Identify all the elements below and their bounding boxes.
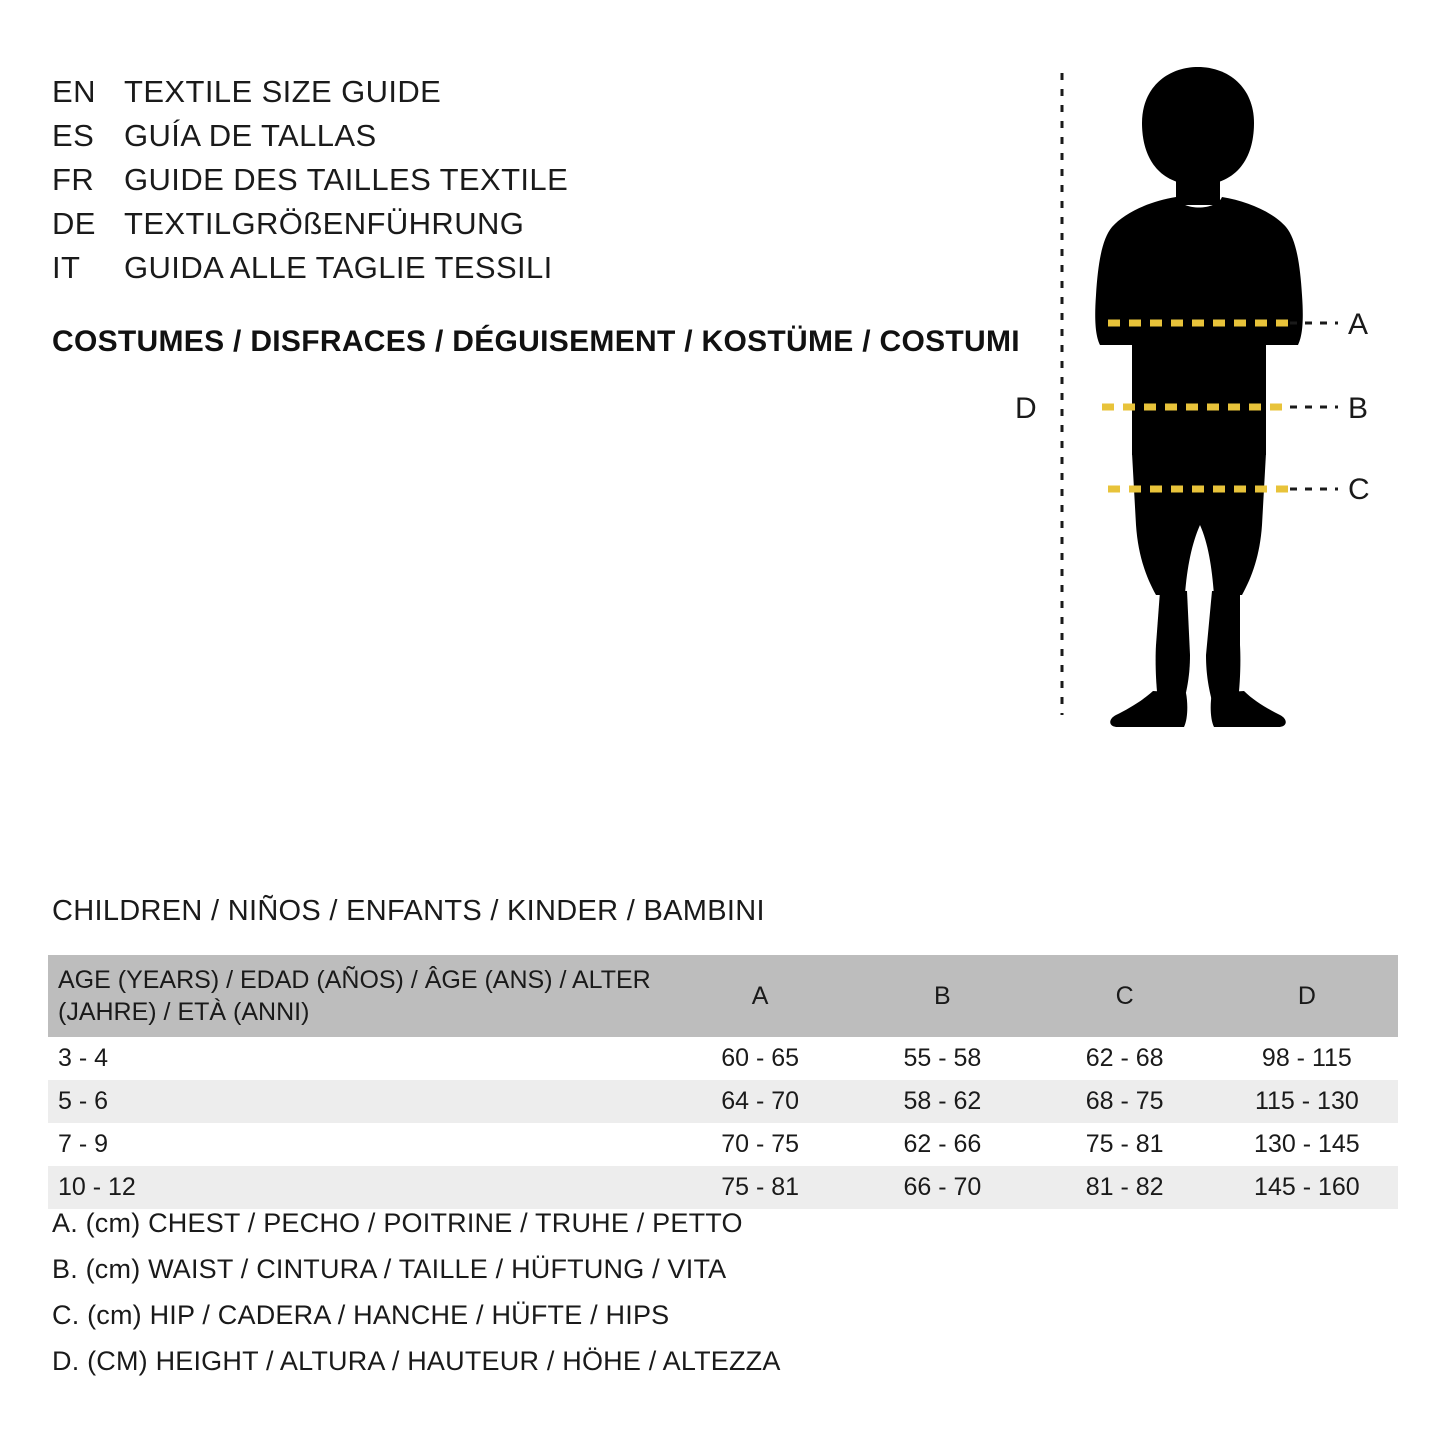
language-title: GUIDE DES TAILLES TEXTILE [124,162,569,197]
cell-a: 70 - 75 [721,1130,800,1158]
cell-b: 62 - 66 [903,1130,982,1158]
cell-c: 62 - 68 [1085,1044,1164,1072]
cell-a: 75 - 81 [721,1173,800,1201]
legend-item-a: A. (cm) CHEST / PECHO / POITRINE / TRUHE / PETTO [52,1208,743,1238]
category-line: COSTUMES / DISFRACES / DÉGUISEMENT / KOSTÜME / COSTUMI [52,325,1020,358]
cell-d: 98 - 115 [1261,1044,1352,1072]
legend-item-b: B. (cm) WAIST / CINTURA / TAILLE / HÜFTUNG / VITA [52,1254,727,1284]
language-code: EN [52,74,96,109]
table-header-row [48,955,1398,1037]
cell-b: 66 - 70 [903,1173,982,1201]
label-a: A [1348,307,1369,341]
cell-b: 55 - 58 [903,1044,982,1072]
language-code: DE [52,206,96,241]
language-list [52,70,952,290]
language-code: IT [52,250,81,285]
language-row [52,202,952,246]
silhouette-body [1095,67,1303,727]
language-row [52,246,952,290]
cell-b: 58 - 62 [903,1087,982,1115]
language-title: GUÍA DE TALLAS [124,118,377,153]
cell-age: 5 - 6 [58,1087,109,1115]
child-silhouette-icon [990,55,1410,735]
language-title: TEXTILGRÖßENFÜHRUNG [124,206,525,241]
cell-a: 60 - 65 [721,1044,800,1072]
language-code: FR [52,162,95,197]
label-d: D [1015,392,1037,425]
column-header-age: AGE (YEARS) / EDAD (AÑOS) / ÂGE (ANS) / ALTER (JAHRE) / ETÀ (ANNI) [48,955,669,1037]
measurement-legend [52,1200,781,1384]
column-header-d: D [1216,955,1398,1037]
cell-a: 64 - 70 [721,1087,800,1115]
cell-d: 115 - 130 [1254,1087,1359,1115]
column-header-a: A [669,955,851,1037]
column-header-c: C [1034,955,1216,1037]
language-row [52,114,952,158]
language-code: ES [52,118,95,153]
cell-c: 68 - 75 [1085,1087,1164,1115]
cell-age: 7 - 9 [58,1130,109,1158]
measurement-figure [990,55,1410,735]
table-row [48,1123,1398,1166]
table-row [48,1080,1398,1123]
table-row [48,1037,1398,1080]
language-title: GUIDA ALLE TAGLIE TESSILI [124,250,553,285]
column-header-b: B [851,955,1033,1037]
language-title: TEXTILE SIZE GUIDE [124,74,442,109]
cell-c: 81 - 82 [1085,1173,1164,1201]
cell-d: 145 - 160 [1254,1173,1360,1201]
legend-item-c: C. (cm) HIP / CADERA / HANCHE / HÜFTE / HIPS [52,1300,670,1330]
label-c: C [1348,473,1370,506]
cell-d: 130 - 145 [1254,1130,1360,1158]
language-row [52,70,952,114]
cell-age: 3 - 4 [58,1044,109,1072]
cell-age: 10 - 12 [58,1173,136,1201]
table-title: CHILDREN / NIÑOS / ENFANTS / KINDER / BAMBINI [52,895,765,927]
legend-item-d: D. (CM) HEIGHT / ALTURA / HAUTEUR / HÖHE / ALTEZZA [52,1346,781,1376]
label-b: B [1348,392,1369,425]
cell-c: 75 - 81 [1085,1130,1164,1158]
size-table [48,955,1398,1209]
language-row [52,158,952,202]
